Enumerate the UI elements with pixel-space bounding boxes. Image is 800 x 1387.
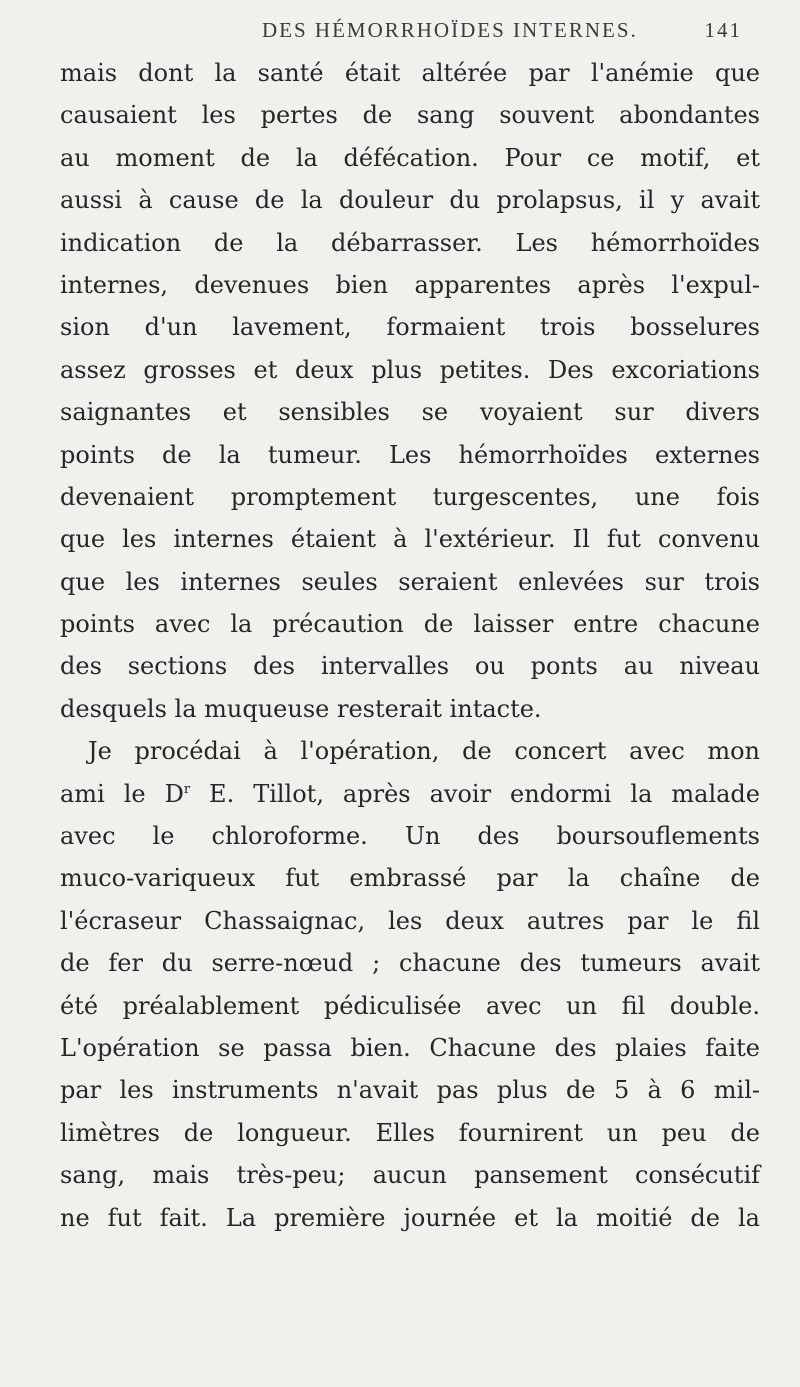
body-text	[60, 52, 760, 1239]
text-line-with-superscript	[60, 773, 760, 815]
text-line: indication de la débarrasser. Les hémorrhoïdes	[60, 228, 760, 257]
text-fragment: ami le D	[60, 779, 184, 808]
text-fragment: E. Tillot, après avoir endormi la malade	[190, 779, 760, 808]
text-line: causaient les pertes de sang souvent abondantes	[60, 101, 760, 130]
running-title: DES HÉMORRHOÏDES INTERNES.	[262, 18, 638, 42]
paragraph-first-line: Je procédai à l'opération, de concert avec mon	[88, 737, 760, 766]
text-line: internes, devenues bien apparentes après l'expul-	[60, 270, 760, 299]
text-line: points de la tumeur. Les hémorrhoïdes externes	[60, 440, 760, 469]
text-line: devenaient promptement turgescentes, une fois	[60, 482, 760, 511]
text-line: de fer du serre-nœud ; chacune des tumeurs avait	[60, 949, 760, 978]
text-line: des sections des intervalles ou ponts au niveau	[60, 652, 760, 681]
text-line: que les internes seules seraient enlevées sur trois	[60, 567, 760, 596]
text-line: par les instruments n'avait pas plus de 5 à 6 mil-	[60, 1076, 760, 1105]
superscript: r	[183, 781, 191, 797]
text-line: desquels la muqueuse resterait intacte.	[60, 694, 542, 723]
text-line: mais dont la santé était altérée par l'anémie que	[60, 59, 760, 87]
page-header	[92, 18, 742, 48]
text-line: sion d'un lavement, formaient trois bosselures	[60, 313, 760, 342]
text-line: avec le chloroforme. Un des boursouflements	[60, 822, 760, 851]
text-line: sang, mais très-peu; aucun pansement consécutif	[60, 1161, 760, 1190]
text-line: au moment de la défécation. Pour ce motif, et	[60, 143, 760, 172]
text-line: ne fut fait. La première journée et la moitié de la	[60, 1203, 760, 1232]
text-line: muco-variqueux fut embrassé par la chaîne de	[60, 864, 760, 893]
page-number: 141	[704, 18, 742, 42]
text-line: L'opération se passa bien. Chacune des plaies faite	[60, 1033, 760, 1062]
text-line: points avec la précaution de laisser entre chacune	[60, 610, 760, 639]
text-line: limètres de longueur. Elles fournirent un peu de	[60, 1118, 760, 1147]
text-line: été préalablement pédiculisée avec un fil double.	[60, 991, 760, 1020]
text-line: assez grosses et deux plus petites. Des excoriations	[60, 355, 760, 384]
text-line: que les internes étaient à l'extérieur. Il fut convenu	[60, 525, 760, 554]
text-line: l'écraseur Chassaignac, les deux autres par le fil	[60, 906, 760, 935]
text-line: saignantes et sensibles se voyaient sur divers	[60, 398, 760, 427]
text-line: aussi à cause de la douleur du prolapsus, il y avait	[60, 186, 760, 215]
